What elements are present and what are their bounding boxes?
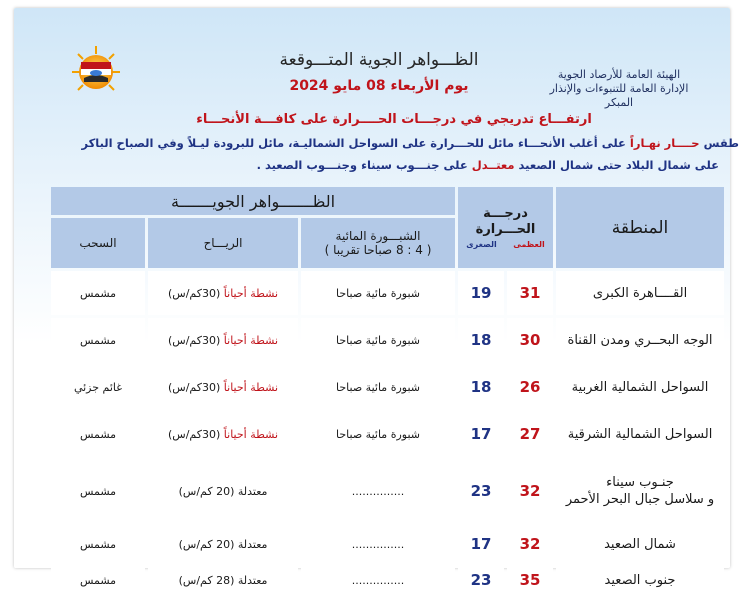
fog-cell: شبورة مائية صباحا <box>301 412 455 456</box>
desc2-moderate: معتــدل <box>471 158 515 172</box>
region-line-1: جنـوب سيناء <box>606 475 674 490</box>
desc-hot: حــــار نهـاراً <box>629 136 700 150</box>
col-wind-header: الريـــاح <box>148 218 298 268</box>
wind-desc: نشطة أحياناً <box>223 333 279 347</box>
wind-desc: نشطة أحياناً <box>223 427 279 441</box>
wind-speed: (30كم/س) <box>168 333 221 347</box>
cloud-cell: مشمس <box>51 526 145 562</box>
description-line-1 <box>49 136 739 150</box>
max-temp-cell: 27 <box>507 412 553 456</box>
wind-speed: (30كم/س) <box>168 380 221 394</box>
desc-lead: طقس <box>703 136 739 150</box>
temp-max-label: العظمى <box>513 240 545 249</box>
wind-speed: (30كم/س) <box>168 286 221 300</box>
desc2-b: على جنـــوب سيناء وجنـــوب الصعيد . <box>256 158 468 172</box>
fog-cell: ............... <box>301 459 455 523</box>
forecast-date: يوم الأربعاء 08 مايو 2024 <box>289 78 469 94</box>
cloud-cell: غائم جزئي <box>51 365 145 409</box>
col-phenomena-header: الظـــــــواهر الجويـــــــة <box>51 187 455 215</box>
fog-cell: ............... <box>301 565 455 595</box>
forecast-table <box>48 184 727 598</box>
table-row <box>51 565 724 595</box>
region-cell: جنوب الصعيد <box>556 565 724 595</box>
fog-cell: ............... <box>301 526 455 562</box>
col-temp-header <box>458 187 553 268</box>
max-temp-cell: 32 <box>507 459 553 523</box>
wind-speed: (30كم/س) <box>168 427 221 441</box>
wind-cell: معتدلة (20 كم/س) <box>148 459 298 523</box>
wind-cell: معتدلة (20 كم/س) <box>148 526 298 562</box>
organization-name <box>534 68 704 110</box>
max-temp-cell: 26 <box>507 365 553 409</box>
cloud-cell: مشمس <box>51 412 145 456</box>
min-temp-cell: 23 <box>458 459 504 523</box>
min-temp-cell: 17 <box>458 526 504 562</box>
table-row <box>51 412 724 456</box>
headline: ارتفـــاع تدريجي في درجـــات الحــــرارة على كافـــة الأنحـــاء <box>196 112 592 127</box>
max-temp-cell: 32 <box>507 526 553 562</box>
max-temp-cell: 31 <box>507 271 553 315</box>
wind-desc: نشطة أحياناً <box>223 380 279 394</box>
min-temp-cell: 23 <box>458 565 504 595</box>
region-cell: السواحل الشمالية الشرقية <box>556 412 724 456</box>
col-cloud-header: السحب <box>51 218 145 268</box>
description-line-2 <box>49 158 719 172</box>
fog-cell: شبورة مائية صباحا <box>301 365 455 409</box>
region-line-2: و سلاسل جبال البحر الأحمر <box>565 492 715 507</box>
cloud-cell: مشمس <box>51 459 145 523</box>
fog-header-l1: الشبـــورة المائية <box>335 229 421 243</box>
org-line-1: الهيئة العامة للأرصاد الجوية <box>557 68 681 81</box>
cloud-cell: مشمس <box>51 271 145 315</box>
fog-header-l2: ( 4 : 8 صباحا تقريبا ) <box>324 243 432 257</box>
cloud-cell: مشمس <box>51 565 145 595</box>
wind-cell <box>148 318 298 362</box>
min-temp-cell: 19 <box>458 271 504 315</box>
table-row <box>51 271 724 315</box>
temp-title-2: الحـــرارة <box>475 222 536 237</box>
temp-title-1: درجـــة <box>483 206 528 221</box>
region-cell: السواحل الشمالية الغربية <box>556 365 724 409</box>
min-temp-cell: 18 <box>458 365 504 409</box>
page-title: الظـــواهر الجوية المتـــوقعة <box>279 50 479 70</box>
col-region-header: المنطقة <box>556 187 724 268</box>
region-cell: الوجه البحــري ومدن القناة <box>556 318 724 362</box>
max-temp-cell: 35 <box>507 565 553 595</box>
region-cell: القــــاهرة الكبرى <box>556 271 724 315</box>
region-cell: شمال الصعيد <box>556 526 724 562</box>
wind-cell <box>148 271 298 315</box>
wind-cell <box>148 365 298 409</box>
forecast-sheet <box>14 8 739 589</box>
col-fog-header <box>301 218 455 268</box>
wind-desc: نشطة أحياناً <box>223 286 279 300</box>
table-row <box>51 318 724 362</box>
max-temp-cell: 30 <box>507 318 553 362</box>
temp-min-label: الصغرى <box>466 240 497 249</box>
org-line-2: الإدارة العامة للتنبوءات والإنذار المبكر <box>549 82 689 109</box>
desc-rest: على أغلب الأنحـــاء مائل للحـــرارة على السواحل الشماليـة، مائل للبرودة ليـلاً وفي الصباح الباكر <box>81 136 626 150</box>
wind-cell <box>148 412 298 456</box>
fog-cell: شبورة مائية صباحا <box>301 318 455 362</box>
table-row <box>51 526 724 562</box>
fog-cell: شبورة مائية صباحا <box>301 271 455 315</box>
min-temp-cell: 18 <box>458 318 504 362</box>
ema-logo-icon <box>64 44 128 100</box>
wind-cell: معتدلة (28 كم/س) <box>148 565 298 595</box>
region-cell <box>556 459 724 523</box>
desc2-a: على شمال البلاد حتى شمال الصعيد <box>518 158 719 172</box>
table-row <box>51 459 724 523</box>
table-row <box>51 365 724 409</box>
cloud-cell: مشمس <box>51 318 145 362</box>
min-temp-cell: 17 <box>458 412 504 456</box>
